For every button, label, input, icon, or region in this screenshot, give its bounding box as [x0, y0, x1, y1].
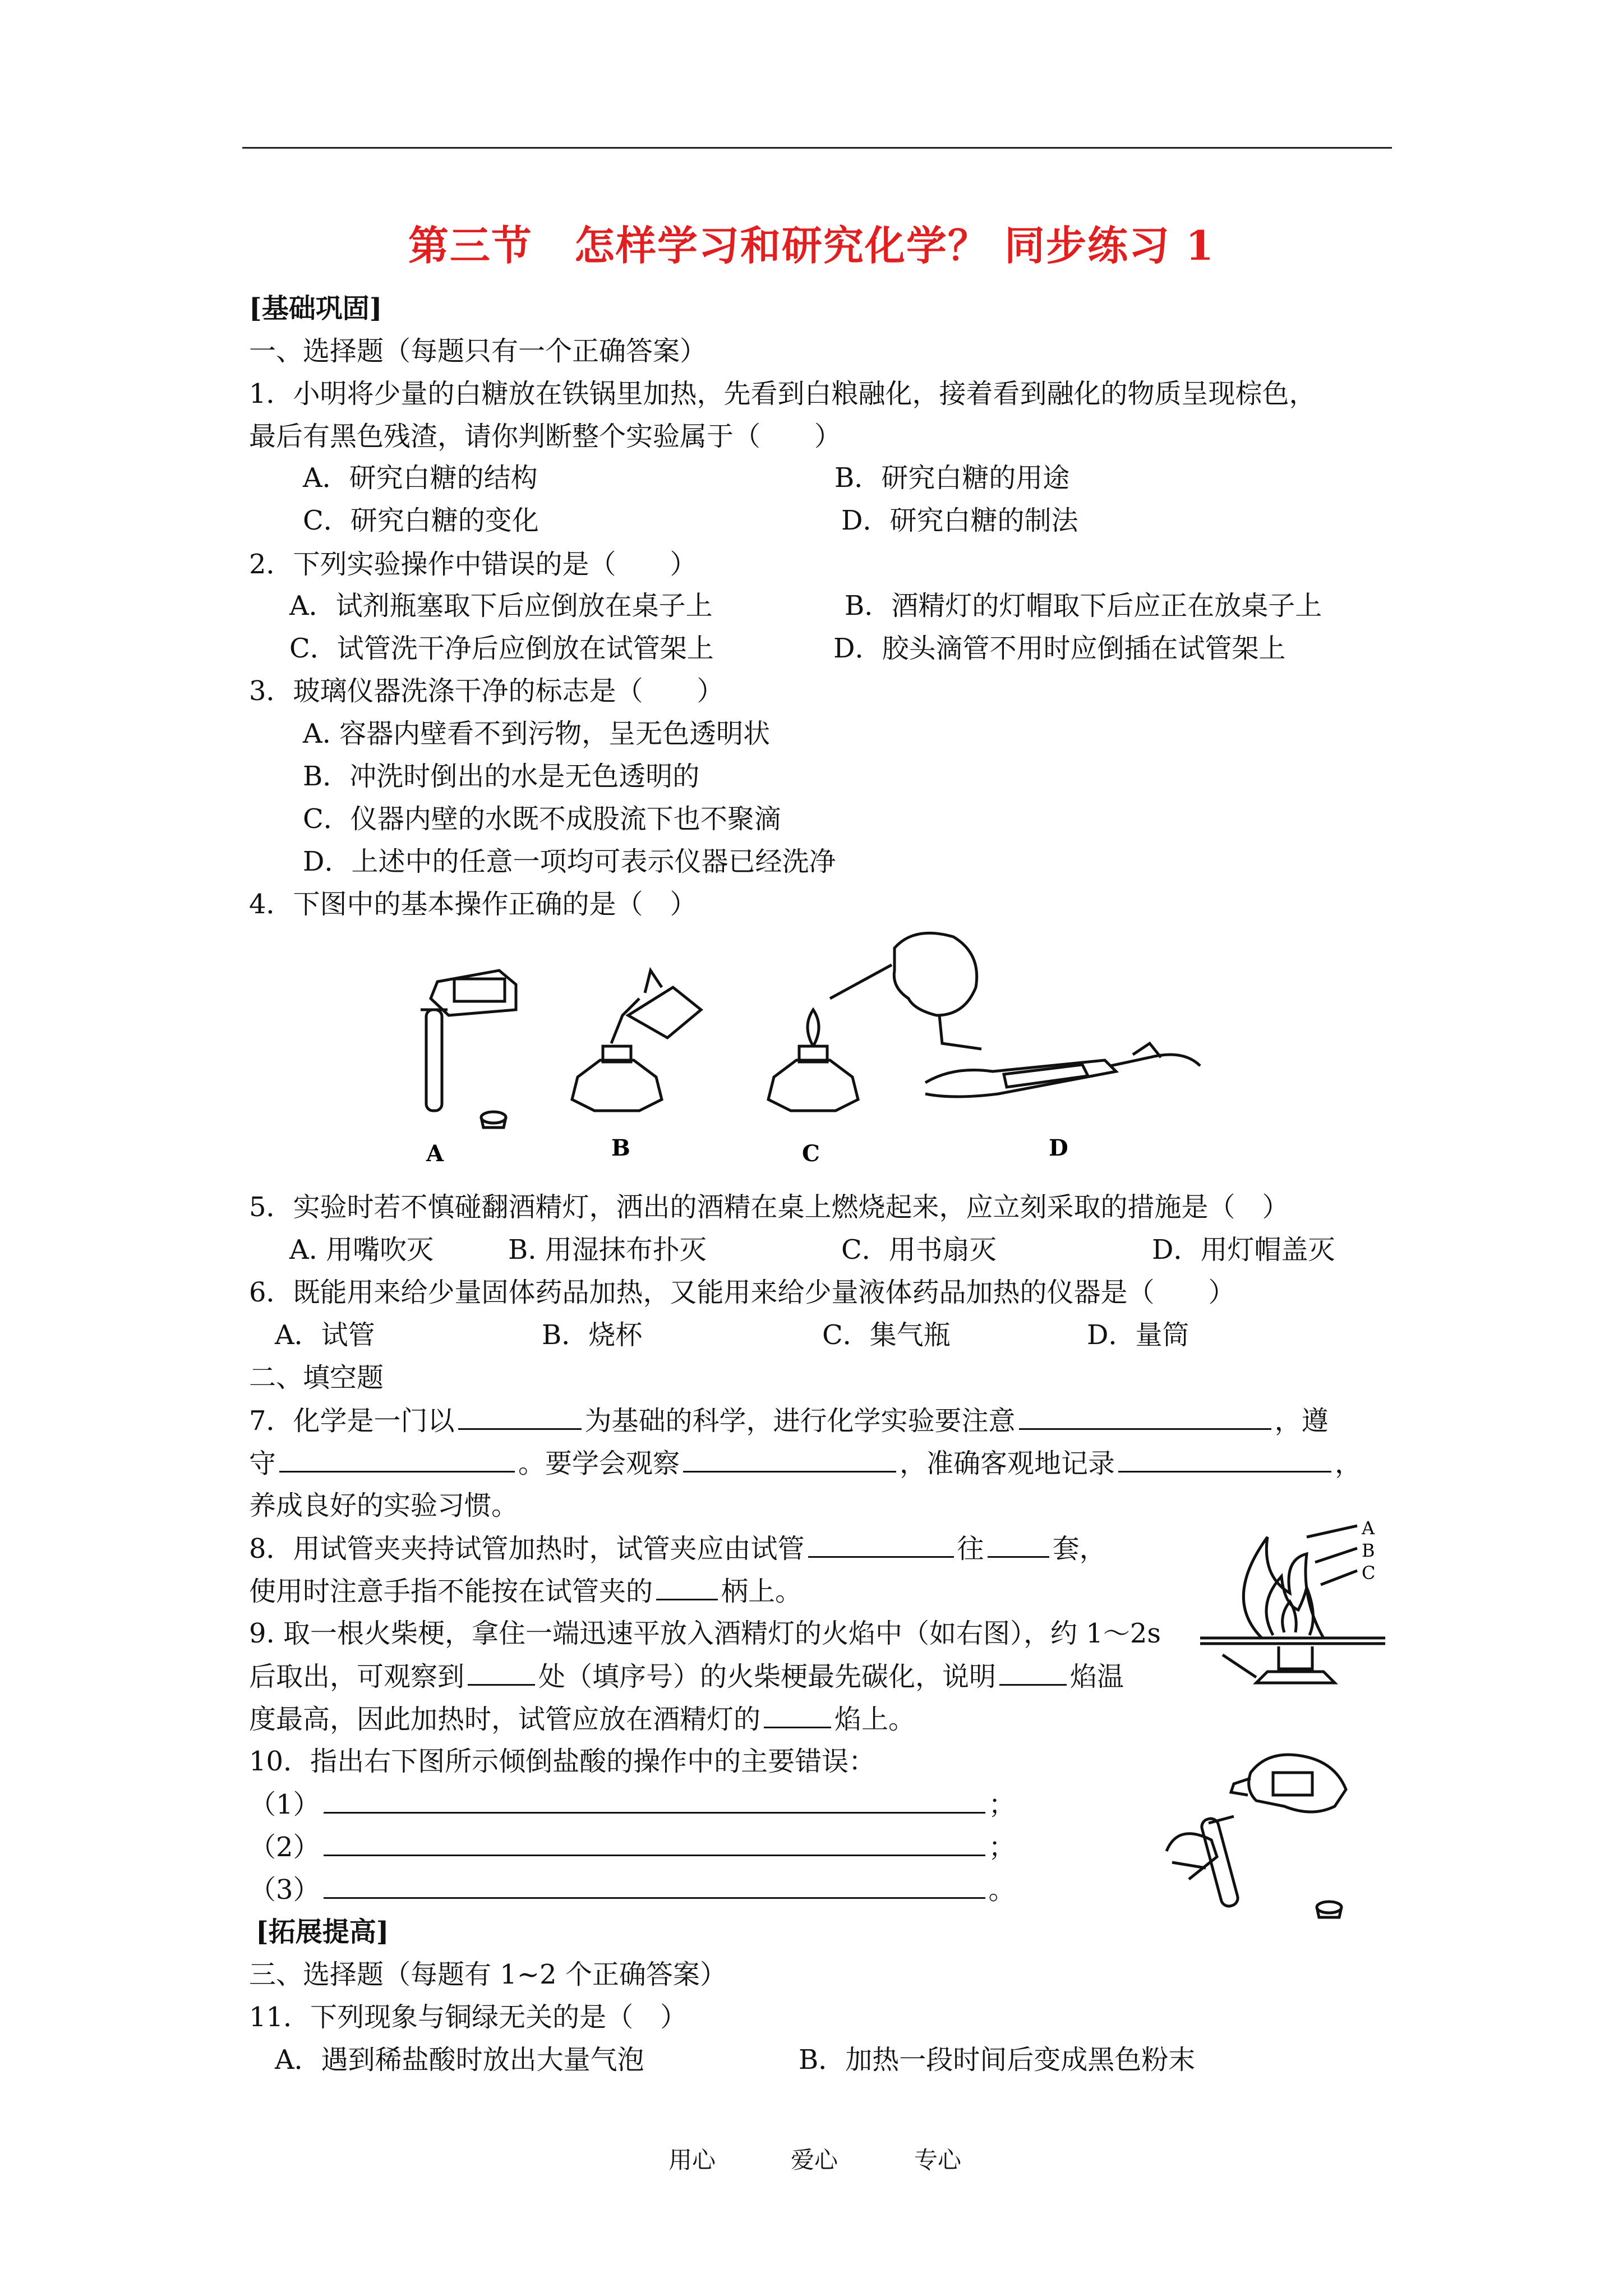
part-two-heading: 二、填空题 — [249, 1362, 384, 1393]
q10-answer-3 — [249, 1872, 1016, 1907]
q5-stem: 5．实验时若不慎碰翻酒精灯，洒出的酒精在桌上燃烧起来，应立刻采取的措施是（ ） — [249, 1191, 1289, 1223]
q3-option-b: B．冲洗时倒出的水是无色透明的 — [303, 761, 700, 792]
q7-blank-1[interactable] — [458, 1404, 582, 1430]
q8-blank-3[interactable] — [656, 1574, 718, 1600]
q7-text-4: 守 — [249, 1448, 276, 1479]
q9-text-5: 度最高，因此加热时，试管应放在酒精灯的 — [249, 1704, 761, 1735]
flame-label-c: C — [1362, 1562, 1376, 1584]
q6-option-a: A．试管 — [275, 1319, 375, 1351]
q7-text-5: 。要学会观察 — [518, 1448, 680, 1479]
q8-blank-2[interactable] — [988, 1531, 1049, 1558]
q2-option-b: B．酒精灯的灯帽取下后应正在放桌子上 — [845, 590, 1322, 622]
q10-end-1: ； — [988, 1789, 1016, 1820]
q8-line2 — [249, 1574, 802, 1608]
q8-line1 — [249, 1531, 1106, 1566]
q9-text-2: 后取出，可观察到 — [249, 1661, 465, 1692]
footer-word-3: 专心 — [914, 2146, 962, 2174]
q3-stem: 3．玻璃仪器洗涤干净的标志是（ ） — [249, 675, 724, 707]
q2-option-c: C．试管洗干净后应倒放在试管架上 — [289, 633, 714, 664]
q4-label-b: B — [611, 1135, 630, 1161]
q4-label-a: A — [426, 1140, 444, 1167]
q7-blank-2[interactable] — [1019, 1404, 1271, 1430]
section-advanced: [拓展提高] — [256, 1916, 389, 1948]
q9-text-4: 焰温 — [1070, 1661, 1124, 1692]
q7-line1 — [249, 1404, 1329, 1438]
q7-line2 — [249, 1446, 1362, 1480]
q9-blank-1[interactable] — [468, 1659, 535, 1686]
q10-label-1: （1） — [249, 1789, 320, 1820]
q8-text-3: 套， — [1052, 1533, 1106, 1565]
footer-word-1: 用心 — [668, 2146, 716, 2174]
q11-option-a: A．遇到稀盐酸时放出大量气泡 — [275, 2044, 644, 2076]
q10-answer-2 — [249, 1830, 1016, 1864]
q7-blank-4[interactable] — [683, 1446, 896, 1473]
q10-end-3: 。 — [988, 1874, 1016, 1906]
q9-blank-2[interactable] — [999, 1659, 1067, 1686]
q7-text-3: ，遵 — [1274, 1405, 1329, 1437]
q4-label-c: C — [802, 1140, 820, 1167]
q6-option-c: C．集气瓶 — [822, 1319, 951, 1351]
q1-stem-line1: 1．小明将少量的白糖放在铁锅里加热，先看到白粮融化，接着看到融化的物质呈现棕色， — [249, 378, 1316, 409]
pouring-acid-figure — [1155, 1739, 1357, 1930]
q10-answer-1 — [249, 1787, 1016, 1821]
footer-word-2: 爱心 — [791, 2146, 838, 2174]
q8-text-5: 柄上。 — [721, 1576, 803, 1607]
q10-blank-2[interactable] — [324, 1830, 985, 1856]
part-three-heading: 三、选择题（每题有 1~2 个正确答案） — [249, 1959, 727, 1990]
part-one-heading: 一、选择题（每题只有一个正确答案） — [249, 335, 707, 367]
q10-stem: 10．指出右下图所示倾倒盐酸的操作中的主要错误： — [249, 1746, 876, 1777]
header-rule — [242, 147, 1392, 149]
q7-blank-3[interactable] — [279, 1446, 515, 1473]
q3-option-d: D．上述中的任意一项均可表示仪器已经洗净 — [303, 846, 836, 877]
q3-option-a: A. 容器内壁看不到污物，呈无色透明状 — [303, 718, 771, 749]
q4-label-d: D — [1049, 1135, 1068, 1161]
flame-label-a: A — [1362, 1517, 1375, 1539]
q1-option-c: C．研究白糖的变化 — [303, 505, 539, 536]
q3-option-c: C．仪器内壁的水既不成股流下也不聚滴 — [303, 803, 781, 835]
q7-text-2: 为基础的科学，进行化学实验要注意 — [584, 1405, 1016, 1437]
section-basic: [基础巩固] — [249, 293, 382, 324]
q10-label-2: （2） — [249, 1832, 320, 1863]
q8-text-4: 使用时注意手指不能按在试管夹的 — [249, 1576, 653, 1607]
q4-stem: 4．下图中的基本操作正确的是（ ） — [249, 889, 697, 920]
q7-text-6: ，准确客观地记录 — [900, 1448, 1115, 1479]
q8-blank-1[interactable] — [808, 1531, 954, 1558]
q5-option-a: A. 用嘴吹灭 — [289, 1234, 434, 1266]
q11-option-b: B．加热一段时间后变成黑色粉末 — [799, 2044, 1196, 2076]
q6-option-b: B．烧杯 — [542, 1319, 643, 1351]
q9-line2 — [249, 1659, 1124, 1694]
q10-blank-3[interactable] — [324, 1872, 985, 1899]
q4-operations-figure — [387, 931, 1217, 1167]
page-title: 第三节 怎样学习和研究化学？ 同步练习 1 — [408, 222, 1215, 269]
q10-end-2: ； — [988, 1832, 1016, 1863]
q6-stem: 6．既能用来给少量固体药品加热，又能用来给少量液体药品加热的仪器是（ ） — [249, 1277, 1235, 1308]
flame-label-b: B — [1362, 1540, 1375, 1561]
q7-line3: 养成良好的实验习惯。 — [249, 1490, 519, 1521]
q9-line1: 9. 取一根火柴梗，拿住一端迅速平放入酒精灯的火焰中（如右图），约 1～2s — [249, 1618, 1161, 1649]
q7-text-1: 7．化学是一门以 — [249, 1405, 455, 1437]
q2-option-d: D．胶头滴管不用时应倒插在试管架上 — [833, 633, 1286, 664]
q5-option-c: C．用书扇灭 — [841, 1234, 997, 1266]
q8-text-1: 8．用试管夹夹持试管加热时，试管夹应由试管 — [249, 1533, 805, 1565]
q11-stem: 11．下列现象与铜绿无关的是（ ） — [249, 2001, 688, 2033]
q2-stem: 2．下列实验操作中错误的是（ ） — [249, 549, 697, 580]
q9-line3 — [249, 1702, 915, 1736]
q10-label-3: （3） — [249, 1874, 320, 1906]
q7-text-7: ， — [1335, 1448, 1362, 1479]
q5-option-b: B. 用湿抹布扑灭 — [508, 1234, 707, 1266]
q2-option-a: A．试剂瓶塞取下后应倒放在桌子上 — [289, 590, 713, 622]
q5-option-d: D．用灯帽盖灭 — [1152, 1234, 1335, 1266]
q1-stem-line2: 最后有黑色残渣，请你判断整个实验属于（ ） — [249, 421, 842, 452]
q9-text-6: 焰上。 — [834, 1704, 916, 1735]
q10-blank-1[interactable] — [324, 1787, 985, 1814]
q9-text-3: 处（填序号）的火柴梗最先碳化，说明 — [538, 1661, 997, 1692]
q8-text-2: 往 — [957, 1533, 984, 1565]
q9-blank-3[interactable] — [764, 1702, 831, 1728]
q1-option-a: A．研究白糖的结构 — [303, 462, 538, 494]
q7-blank-5[interactable] — [1118, 1446, 1331, 1473]
flame-figure — [1200, 1515, 1391, 1694]
q1-option-b: B．研究白糖的用途 — [834, 462, 1070, 494]
q6-option-d: D．量筒 — [1087, 1319, 1189, 1351]
q1-option-d: D．研究白糖的制法 — [841, 505, 1078, 536]
